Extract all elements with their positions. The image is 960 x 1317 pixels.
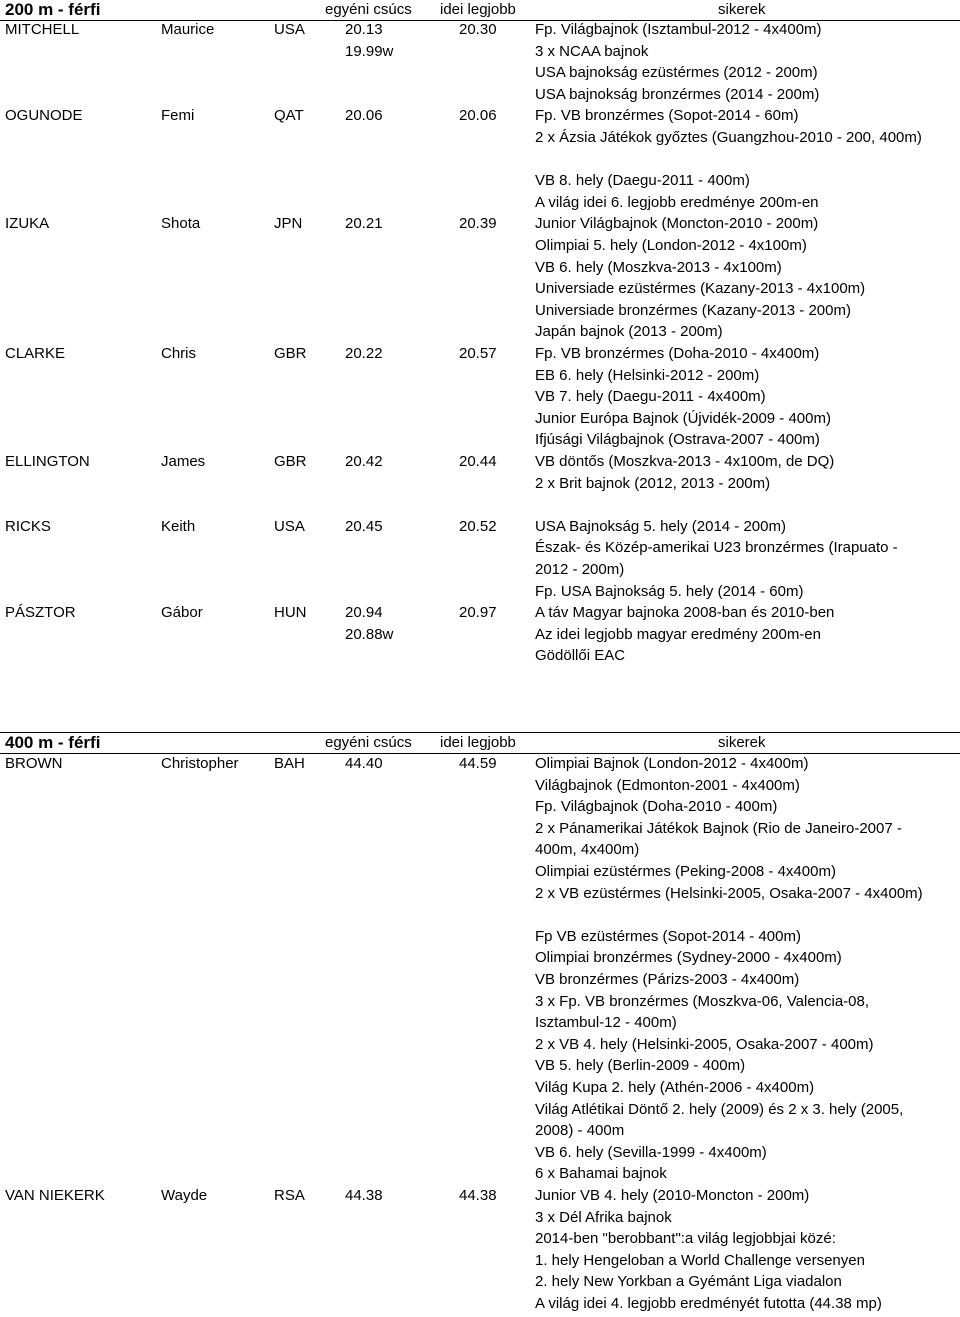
athlete-first-name: Maurice [161, 21, 215, 38]
table-row [0, 1055, 960, 1077]
achievement: 2012 - 200m) [535, 561, 625, 578]
achievement: EB 6. hely (Helsinki-2012 - 200m) [535, 366, 760, 384]
achievement: USA bajnokság ezüstérmes (2012 - 200m) [535, 64, 818, 82]
athlete-country: USA [274, 517, 305, 535]
table-row [0, 926, 960, 948]
table-row [0, 429, 960, 451]
table-row [0, 451, 960, 473]
table-row [0, 818, 960, 840]
athlete-country: HUN [274, 604, 307, 622]
achievement: Fp. VB bronzérmes (Sopot-2014 - 60m) [535, 107, 799, 125]
table-row [0, 624, 960, 646]
table-row [0, 1034, 960, 1056]
achievement: 6 x Bahamai bajnok [535, 1165, 667, 1183]
table-row [0, 19, 960, 41]
athlete-country: BAH [274, 755, 305, 772]
achievement: 3 x NCAA bajnok [535, 42, 649, 60]
achievement: 1. hely Hengeloban a World Challenge versenyen [535, 1251, 865, 1269]
table-row [0, 300, 960, 322]
table-row [0, 343, 960, 365]
athlete-country: GBR [274, 345, 307, 362]
achievement: VB 8. hely (Daegu-2011 - 400m) [535, 172, 750, 190]
achievement: 2. hely New Yorkban a Gyémánt Liga viadalon [535, 1273, 842, 1291]
table-row [0, 105, 960, 127]
table-row [0, 1207, 960, 1229]
athlete-surname: BROWN [5, 755, 63, 772]
achievement: 3 x Fp. VB bronzérmes (Moszkva-06, Valencia-08, [535, 992, 870, 1010]
header-achievements: sikerek [718, 734, 766, 751]
section-title: 400 m - férfi [5, 733, 101, 752]
achievement: Fp. Világbajnok (Doha-2010 - 400m) [535, 798, 778, 816]
table-row [0, 213, 960, 235]
personal-best: 20.13 [345, 21, 383, 38]
table-row [0, 278, 960, 300]
athlete-first-name: Christopher [161, 755, 239, 772]
achievement: Olimpiai Bajnok (London-2012 - 4x400m) [535, 755, 809, 772]
season-best: 44.59 [459, 755, 497, 772]
personal-best: 20.06 [345, 107, 383, 125]
personal-best: 20.88w [345, 625, 394, 643]
achievement: Észak- és Közép-amerikai U23 bronzérmes (Irapuato - [535, 539, 898, 557]
achievement: Olimpiai bronzérmes (Sydney-2000 - 4x400m) [535, 949, 842, 967]
achievement: 2008) - 400m [535, 1122, 625, 1140]
table-row [0, 1099, 960, 1121]
table-row [0, 581, 960, 603]
table-row [0, 235, 960, 257]
season-best: 20.44 [459, 453, 497, 470]
personal-best: 44.38 [345, 1187, 383, 1204]
table-row [0, 127, 960, 149]
achievement: Olimpiai ezüstérmes (Peking-2008 - 4x400m) [535, 863, 836, 880]
athlete-first-name: Chris [161, 345, 197, 362]
achievement: Isztambul-12 - 400m) [535, 1014, 677, 1032]
athlete-surname: IZUKA [5, 215, 50, 233]
athlete-first-name: Femi [161, 107, 195, 125]
table-row [0, 559, 960, 581]
table-row [0, 1185, 960, 1207]
table-row [0, 796, 960, 818]
achievement: Olimpiai 5. hely (London-2012 - 4x100m) [535, 237, 807, 254]
achievement: Fp. VB bronzérmes (Doha-2010 - 4x400m) [535, 345, 820, 362]
table-row [0, 365, 960, 387]
achievement: 2 x Ázsia Játékok győztes (Guangzhou-2010 - 200, 400m) [535, 129, 922, 146]
athlete-first-name: Wayde [161, 1187, 208, 1204]
table-row [0, 861, 960, 883]
achievement: Ifjúsági Világbajnok (Ostrava-2007 - 400m) [535, 431, 820, 449]
achievement: VB 6. hely (Moszkva-2013 - 4x100m) [535, 258, 782, 276]
table-row [0, 386, 960, 408]
achievement: USA Bajnokság 5. hely (2014 - 200m) [535, 517, 786, 535]
table-row [0, 62, 960, 84]
achievement: 400m, 4x400m) [535, 841, 640, 859]
table-row [0, 1228, 960, 1250]
achievement: Fp. Világbajnok (Isztambul-2012 - 4x400m) [535, 21, 822, 38]
header-personal-best: egyéni csúcs [325, 734, 412, 751]
achievement: Az idei legjobb magyar eredmény 200m-en [535, 625, 821, 643]
achievement: Junior Világbajnok (Moncton-2010 - 200m) [535, 215, 819, 233]
athlete-first-name: Shota [161, 215, 201, 233]
athlete-country: GBR [274, 453, 307, 470]
table-row [0, 1142, 960, 1164]
achievement: VB 7. hely (Daegu-2011 - 4x400m) [535, 388, 766, 406]
athlete-surname: VAN NIEKERK [5, 1187, 105, 1204]
achievement: Gödöllői EAC [535, 647, 626, 665]
table-row [0, 473, 960, 495]
achievement: VB 5. hely (Berlin-2009 - 400m) [535, 1057, 746, 1075]
table-row [0, 645, 960, 667]
athlete-surname: ELLINGTON [5, 453, 90, 470]
achievement: Universiade ezüstérmes (Kazany-2013 - 4x100m) [535, 280, 866, 298]
table-row [0, 991, 960, 1013]
personal-best: 20.21 [345, 215, 383, 233]
athlete-first-name: James [161, 453, 206, 470]
achievement: Világbajnok (Edmonton-2001 - 4x400m) [535, 776, 800, 794]
personal-best: 20.22 [345, 345, 383, 362]
table-row [0, 1293, 960, 1315]
table-row [0, 602, 960, 624]
personal-best: 19.99w [345, 42, 394, 60]
table-row [0, 41, 960, 63]
personal-best: 20.94 [345, 604, 383, 622]
athlete-country: QAT [274, 107, 304, 125]
table-row [0, 170, 960, 192]
athlete-surname: PÁSZTOR [5, 604, 76, 622]
achievement: 3 x Dél Afrika bajnok [535, 1208, 672, 1226]
season-best: 44.38 [459, 1187, 497, 1204]
personal-best: 44.40 [345, 755, 383, 772]
achievement: USA bajnokság bronzérmes (2014 - 200m) [535, 85, 820, 103]
achievement: Universiade bronzérmes (Kazany-2013 - 200m) [535, 301, 851, 319]
athlete-surname: CLARKE [5, 345, 66, 362]
table-row [0, 883, 960, 905]
achievement: 2 x Brit bajnok (2012, 2013 - 200m) [535, 474, 771, 492]
table-header [0, 0, 960, 21]
achievement: Fp. USA Bajnokság 5. hely (2014 - 60m) [535, 582, 804, 600]
table-row [0, 969, 960, 991]
table-row [0, 775, 960, 797]
athlete-surname: RICKS [5, 517, 51, 535]
athlete-country: RSA [274, 1187, 305, 1204]
achievement: Japán bajnok (2013 - 200m) [535, 323, 723, 341]
section-title: 200 m - férfi [5, 0, 101, 19]
table-row [0, 1077, 960, 1099]
athlete-country: USA [274, 21, 305, 38]
achievement: Junior Európa Bajnok (Újvidék-2009 - 400m) [535, 409, 831, 427]
table-row [0, 84, 960, 106]
header-personal-best: egyéni csúcs [325, 1, 412, 18]
personal-best: 20.42 [345, 453, 383, 470]
section-400m [0, 732, 960, 1312]
season-best: 20.39 [459, 215, 497, 233]
table-row [0, 839, 960, 861]
header-season-best: idei legjobb [440, 734, 516, 751]
table-row [0, 753, 960, 775]
table-row [0, 1271, 960, 1293]
table-row [0, 537, 960, 559]
achievement: Világ Kupa 2. hely (Athén-2006 - 4x400m) [535, 1079, 815, 1096]
table-row [0, 408, 960, 430]
table-header [0, 732, 960, 754]
achievement: A világ idei 4. legjobb eredményét futotta (44.38 mp) [535, 1295, 882, 1312]
season-best: 20.06 [459, 107, 497, 125]
table-row [0, 192, 960, 214]
athlete-first-name: Gábor [161, 604, 203, 622]
achievement: 2014-ben "berobbant":a világ legjobbjai közé: [535, 1230, 836, 1248]
achievement: 2 x VB ezüstérmes (Helsinki-2005, Osaka-2007 - 4x400m) [535, 884, 923, 902]
achievement: 2 x VB 4. hely (Helsinki-2005, Osaka-2007 - 400m) [535, 1035, 874, 1053]
achievement: 2 x Pánamerikai Játékok Bajnok (Rio de Janeiro-2007 - [535, 819, 902, 837]
table-row [0, 1120, 960, 1142]
table-row [0, 1012, 960, 1034]
achievement: VB 6. hely (Sevilla-1999 - 4x400m) [535, 1143, 767, 1161]
achievement: A táv Magyar bajnoka 2008-ban és 2010-ben [535, 604, 835, 622]
personal-best: 20.45 [345, 517, 383, 535]
header-season-best: idei legjobb [440, 1, 516, 18]
table-row [0, 516, 960, 538]
season-best: 20.97 [459, 604, 497, 622]
table-row [0, 1163, 960, 1185]
athlete-surname: OGUNODE [5, 107, 83, 125]
achievement: VB bronzérmes (Párizs-2003 - 4x400m) [535, 971, 800, 988]
athlete-first-name: Keith [161, 517, 196, 535]
achievement: Fp VB ezüstérmes (Sopot-2014 - 400m) [535, 927, 801, 945]
athlete-surname: MITCHELL [5, 21, 80, 38]
achievement: A világ idei 6. legjobb eredménye 200m-en [535, 193, 819, 211]
table-row [0, 257, 960, 279]
table-row [0, 1250, 960, 1272]
table-row [0, 321, 960, 343]
season-best: 20.52 [459, 517, 497, 535]
header-achievements: sikerek [718, 1, 766, 18]
table-row [0, 947, 960, 969]
achievement: VB döntős (Moszkva-2013 - 4x100m, de DQ) [535, 453, 835, 470]
season-best: 20.30 [459, 21, 497, 38]
athlete-country: JPN [274, 215, 303, 233]
achievement: Világ Atlétikai Döntő 2. hely (2009) és 2 x 3. hely (2005, [535, 1100, 904, 1118]
achievement: Junior VB 4. hely (2010-Moncton - 200m) [535, 1187, 810, 1204]
season-best: 20.57 [459, 345, 497, 362]
